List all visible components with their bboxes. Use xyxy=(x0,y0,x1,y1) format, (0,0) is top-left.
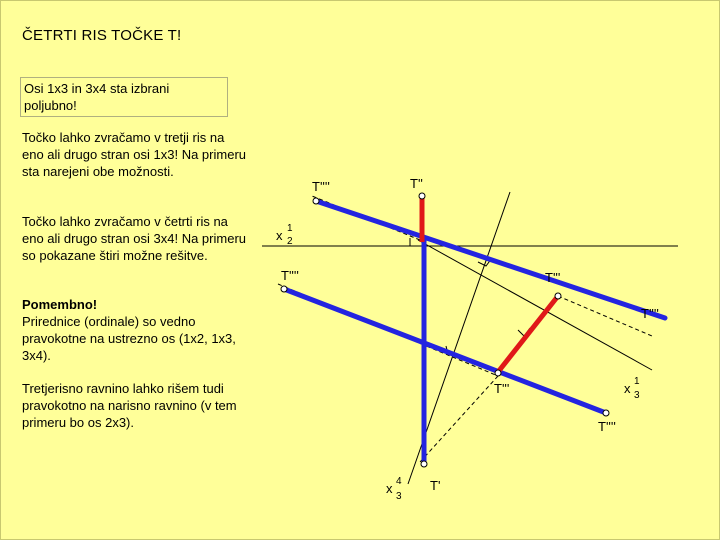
point-T4b-marker xyxy=(281,286,287,292)
point-T3b-marker xyxy=(495,370,501,376)
axis-x34-top: 4 xyxy=(396,476,402,487)
axis-x12-top: 1 xyxy=(287,223,293,234)
red-distance-T3 xyxy=(498,296,558,372)
axis-x12-x: x xyxy=(276,228,283,243)
axis-x12-bottom: 2 xyxy=(287,236,293,247)
label-T4a: T'''' xyxy=(312,179,330,194)
construction-dashed-3 xyxy=(558,296,652,336)
label-T1: T' xyxy=(430,478,441,493)
page-title: ČETRTI RIS TOČKE T! xyxy=(22,27,182,44)
point-T1-marker xyxy=(421,461,427,467)
paragraph-third-view: Točko lahko zvračamo v tretji ris na eno ali drugo stran osi 1x3! Na primeru sta narejeni obe možnosti. xyxy=(22,130,247,179)
label-T3a: T''' xyxy=(545,270,561,285)
axis-x34-x: x xyxy=(386,481,393,496)
label-T4c: T'''' xyxy=(641,306,659,321)
point-T3a-marker xyxy=(555,293,561,299)
important-text: Prirednice (ordinale) so vedno pravokotne na ustrezno os (1x2, 1x3, 3x4). xyxy=(22,314,236,363)
paragraph-third-plane: Tretjerisno ravnino lahko rišem tudi pravokotno na narisno ravnino (v tem primeru bo os 2x3). xyxy=(22,381,237,430)
point-T2-marker xyxy=(419,193,425,199)
label-T4d: T'''' xyxy=(598,419,616,434)
axis-x13-bottom: 3 xyxy=(634,390,640,401)
blue-ordinal-upper xyxy=(316,201,665,318)
paragraph-fourth-view: Točko lahko zvračamo v četrti ris na eno ali drugo stran osi 3x4! Na primeru so pokazane štiri možne rešitve. xyxy=(22,214,247,263)
label-T4b: T'''' xyxy=(281,268,299,283)
blue-ordinal-lower xyxy=(284,289,606,413)
construction-dashed-2 xyxy=(420,376,498,462)
point-T4d-marker xyxy=(603,410,609,416)
label-T2: T'' xyxy=(410,176,423,191)
label-T3b: T''' xyxy=(494,381,510,396)
important-heading: Pomembno! xyxy=(22,297,98,312)
note-axes-chosen: Osi 1x3 in 3x4 sta izbrani poljubno! xyxy=(20,77,228,117)
axis-x13-x: x xyxy=(624,381,631,396)
axis-x34-bottom: 3 xyxy=(396,491,402,502)
point-T4a-marker xyxy=(313,198,319,204)
axis-x13-line xyxy=(418,240,652,370)
axis-x13-top: 1 xyxy=(634,376,640,387)
